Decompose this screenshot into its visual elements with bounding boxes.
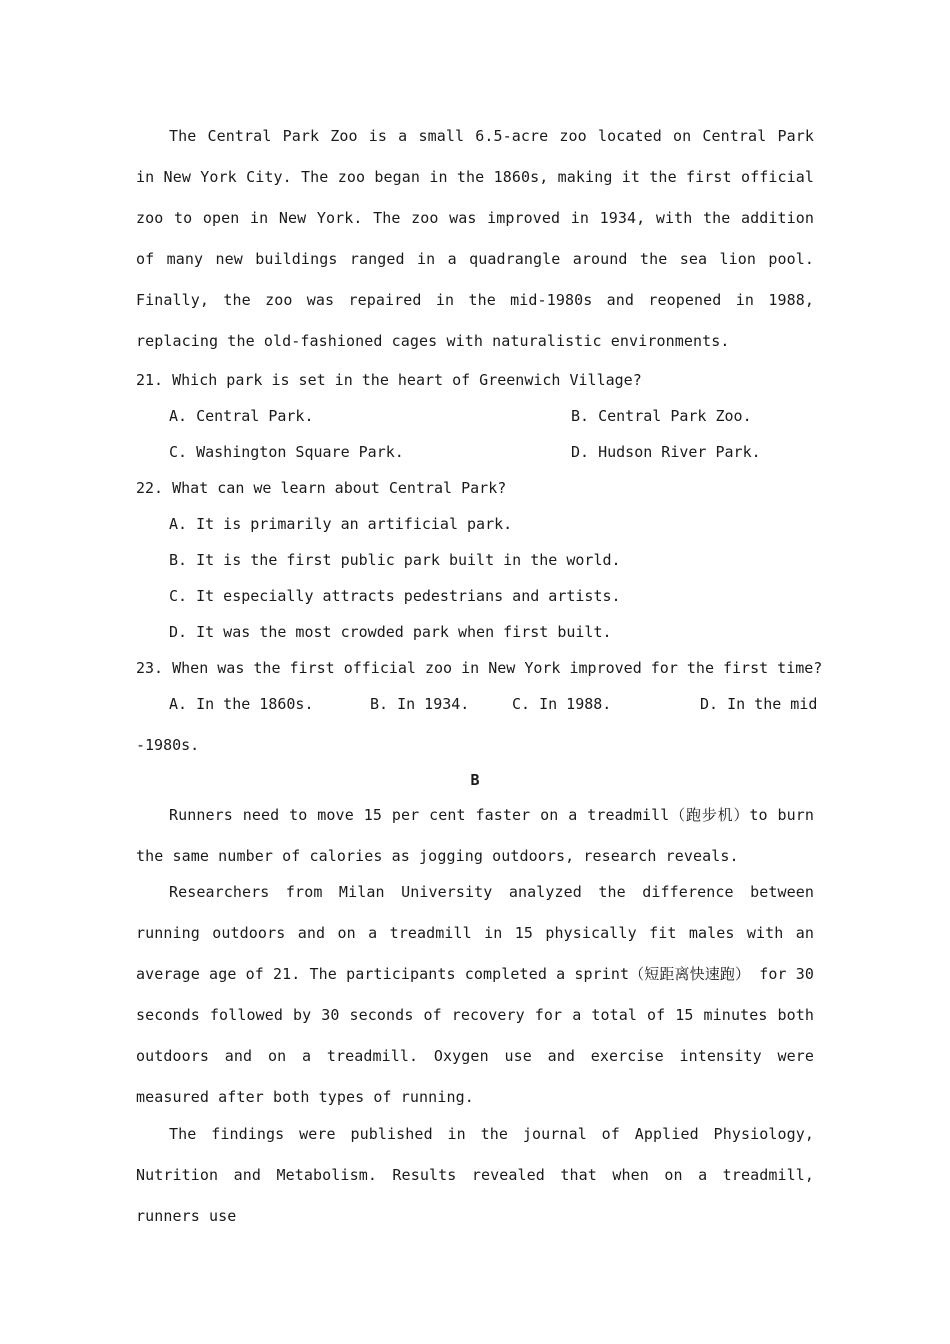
passage-a-paragraph: The Central Park Zoo is a small 6.5‑acre zoo located on Central Park in New York City. The zoo began in the 1860s, making it the first official zoo to open in New York. The zoo was improved in 1934, with the addition of many new buildings ranged in a quadrangle around the sea lion pool. Finally, the zoo was repaired in the mid‑1980s and reopened in 1988, replacing the old‑fashioned cages with naturalistic environments. — [136, 127, 814, 350]
question-21-option-a: A. Central Park. — [169, 407, 314, 425]
section-b-paragraph-3: The findings were published in the journal of Applied Physiology, Nutrition and Metabolism. Results revealed that when on a treadmill, runners use — [136, 1125, 814, 1225]
question-22-option-b: B. It is the first public park built in the world. — [169, 551, 621, 569]
question-23-stem: 23. When was the first official zoo in New York improved for the first time? — [136, 659, 823, 677]
question-21-option-b: B. Central Park Zoo. — [571, 407, 752, 425]
question-21-stem: 21. Which park is set in the heart of Greenwich Village? — [136, 371, 642, 389]
question-21-option-d: D. Hudson River Park. — [571, 443, 761, 461]
question-22-stem: 22. What can we learn about Central Park? — [136, 479, 507, 497]
section-b-paragraph-1: Runners need to move 15 per cent faster on a treadmill（跑步机）to burn the same number of calories as jogging outdoors, research reveals. — [136, 806, 814, 865]
question-22-option-a: A. It is primarily an artificial park. — [169, 515, 513, 533]
section-b-heading: B — [470, 771, 480, 789]
question-23-option-b: B. In 1934. — [370, 695, 470, 713]
section-b-paragraph-2: Researchers from Milan University analyzed the difference between running outdoors and on a treadmill in 15 physically fit males with an average age of 21. The participants completed a sprint（短距离快速跑） for 30 seconds followed by 30 seconds of recovery for a total of 15 minutes both outdoors and on a treadmill. Oxygen use and exercise intensity were measured after both types of running. — [136, 883, 814, 1106]
question-23-option-d: D. In the mid — [700, 695, 818, 713]
question-22-option-d: D. It was the most crowded park when first built. — [169, 623, 612, 641]
question-22-option-c: C. It especially attracts pedestrians and artists. — [169, 587, 621, 605]
question-23-option-d-continuation: ‑1980s. — [136, 736, 200, 754]
question-21-option-c: C. Washington Square Park. — [169, 443, 404, 461]
question-23-option-c: C. In 1988. — [512, 695, 612, 713]
question-23-option-a: A. In the 1860s. — [169, 695, 314, 713]
